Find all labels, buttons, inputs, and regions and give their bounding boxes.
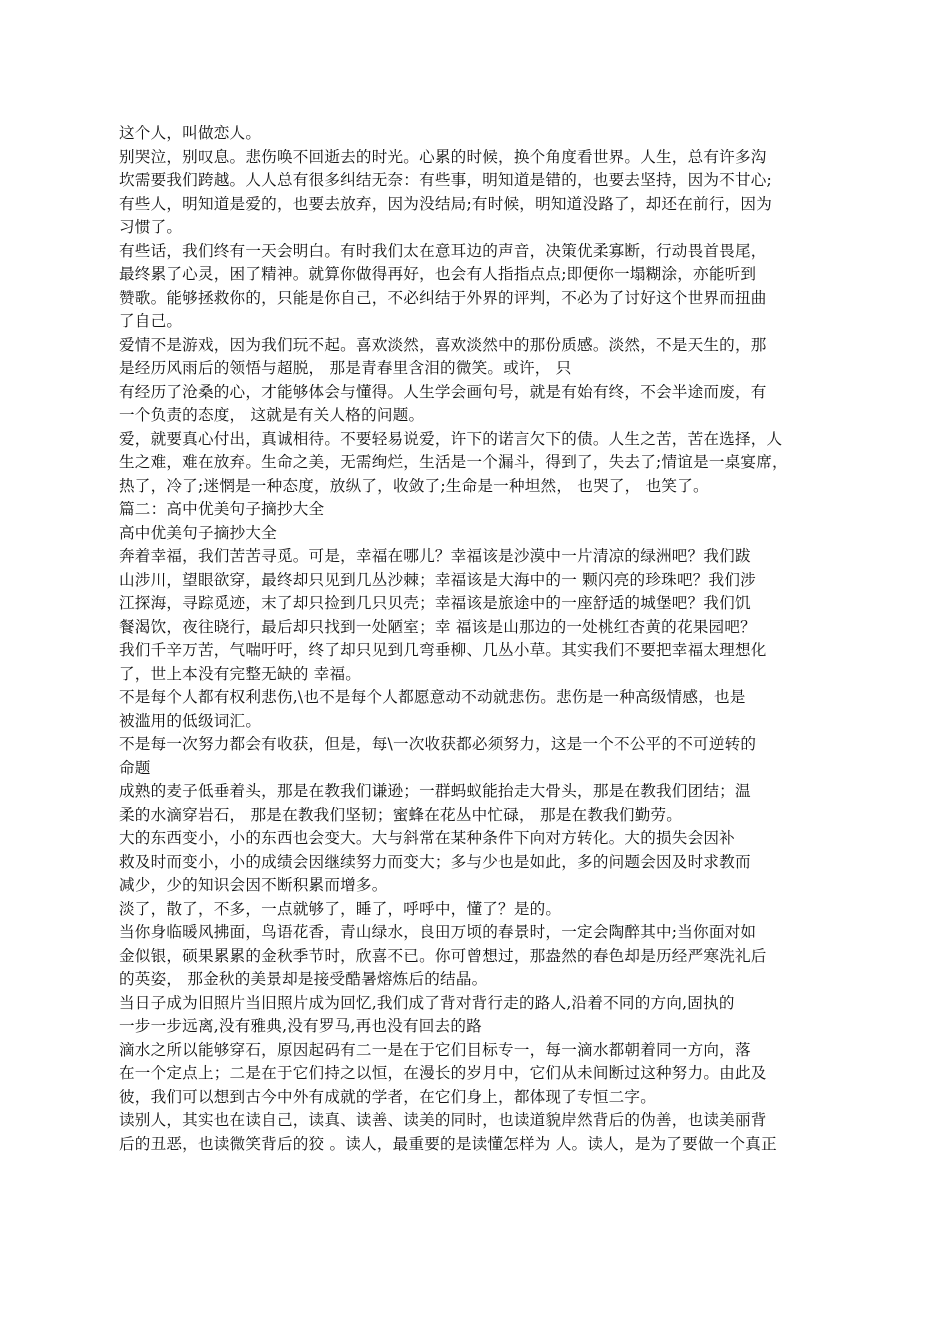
text-line: 大的东西变小，小的东西也会变大。大与斜常在某种条件下向对方转化。大的损失会因补 [119,829,735,847]
text-line: 不是每个人都有权利悲伤,\也不是每个人都愿意动不动就悲伤。悲伤是一种高级情感，也是 [119,688,746,706]
text-line: 滴水之所以能够穿石，原因起码有二一是在于它们目标专一，每一滴水都朝着同一方向，落 [119,1040,751,1059]
text-line: 有些话，我们终有一天会明白。有时我们太在意耳边的声音，决策优柔寡断，行动畏首畏尾， [119,241,767,260]
text-line: 热了，冷了;迷惘是一种态度，放纵了，收敛了;生命是一种坦然， 也哭了， 也笑了。 [119,476,709,495]
text-line: 当日子成为旧照片当旧照片成为回忆,我们成了背对背行走的路人,沿着不同的方向,固执的 [119,993,735,1012]
text-line: 高中优美句子摘抄大全 [119,523,277,542]
text-line: 我们千辛万苦，气喘吁吁，终了却只见到几弯垂柳、几丛小草。其实我们不要把幸福太理想化 [119,641,767,659]
text-line: 在一个定点上；二是在于它们持之以恒，在漫长的岁月中，它们从未间断过这种努力。由此及 [119,1064,767,1082]
text-line: 了，世上本没有完整无缺的 幸福。 [119,664,362,683]
text-line: 山涉川，望眼欲穿，最终却只见到几丛沙棘；幸福该是大海中的一 颗闪亮的珍珠吧？我们涉 [119,570,756,589]
text-line: 有经历了沧桑的心，才能够体会与懂得。人生学会画句号，就是有始有终，不会半途而废，有 [119,382,767,401]
text-line: 金似银，硕果累累的金秋季节时，欣喜不已。你可曾想过，那盎然的春色却是历经严寒洗礼后 [119,946,767,965]
text-line: 减少，少的知识会因不断积累而增多。 [119,876,388,894]
text-line: 的英姿， 那金秋的美景却是接受酷暑熔炼后的结晶。 [119,970,488,988]
text-line: 赞歌。能够拯救你的，只能是你自己，不必纠结于外界的评判，不必为了讨好这个世界而扭曲 [119,288,767,307]
text-line: 爱，就要真心付出，真诚相待。不要轻易说爱，许下的诺言欠下的债。人生之苦，苦在选择，人 [119,429,783,448]
text-line: 被滥用的低级词汇。 [119,711,262,730]
text-line: 江探海，寻踪觅迹，末了却只捡到几只贝壳；幸福该是旅途中的一座舒适的城堡吧？我们饥 [119,594,751,612]
text-line: 读别人，其实也在读自己，读真、读善、读美的同时，也读道貌岸然背后的伪善，也读美丽背 [119,1111,767,1129]
text-line: 生之难，难在放弃。生命之美，无需绚烂，生活是一个漏斗，得到了，失去了;情谊是一桌宴席， [119,453,788,471]
text-line: 一个负责的态度， 这就是有关人格的问题。 [119,406,425,424]
text-line: 柔的水滴穿岩石， 那是在教我们坚韧；蜜蜂在花丛中忙碌， 那是在教我们勤劳。 [119,805,683,824]
text-line: 了自己。 [119,312,183,330]
text-line: 救及时而变小，小的成绩会因继续努力而变大；多与少也是如此，多的问题会因及时求教而 [119,852,751,871]
text-line: 篇二：高中优美句子摘抄大全 [119,500,325,518]
text-line: 是经历风雨后的领悟与超脱， 那是青春里含泪的微笑。或许， 只 [119,359,572,377]
text-line: 别哭泣，别叹息。悲伤唤不回逝去的时光。心累的时候，换个角度看世界。人生，总有许多沟 [119,147,767,166]
text-line: 坎需要我们跨越。人人总有很多纠结无奈：有些事，明知道是错的，也要去坚持，因为不甘心; [119,171,772,189]
text-line: 习惯了。 [119,218,183,236]
text-line: 这个人，叫做恋人。 [119,124,262,142]
text-line: 餐渴饮，夜往晓行，最后却只找到一处陋室；幸 福该是山那边的一处桃红杏黄的花果园吧？ [119,617,756,636]
text-line: 爱情不是游戏，因为我们玩不起。喜欢淡然，喜欢淡然中的那份质感。淡然，不是天生的，那 [119,335,767,354]
text-line: 命题 [119,758,151,777]
text-line: 奔着幸福，我们苦苦寻觅。可是，幸福在哪儿？幸福该是沙漠中一片清凉的绿洲吧？我们跋 [119,547,751,565]
text-line: 不是每一次努力都会有收获，但是，每\一次收获都必须努力，这是一个不公平的不可逆转的 [119,735,757,753]
text-line: 最终累了心灵，困了精神。就算你做得再好，也会有人指指点点;即便你一塌糊涂，亦能听到 [119,265,757,283]
text-line: 成熟的麦子低垂着头，那是在教我们谦逊；一群蚂蚁能抬走大骨头，那是在教我们团结；温 [119,782,751,800]
document-body [119,122,809,1156]
text-line: 淡了，散了，不多，一点就够了，睡了，呼呼中，懂了？是的。 [119,899,562,918]
text-line: 当你身临暖风拂面，鸟语花香，青山绿水，良田万顷的春景时，一定会陶醉其中;当你面对如 [119,923,757,941]
text-line: 彼，我们可以想到古今中外有成就的学者，在它们身上，都体现了专恒二字。 [119,1087,656,1106]
text-line: 后的丑恶，也读微笑背后的狡 。读人，最重要的是读懂怎样为 人。读人，是为了要做一个真正 [119,1134,777,1153]
text-line: 有些人，明知道是爱的，也要去放弃，因为没结局;有时候，明知道没路了，却还在前行，因为 [119,194,772,213]
text-line: 一步一步远离,没有雅典,没有罗马,再也没有回去的路 [119,1017,482,1035]
